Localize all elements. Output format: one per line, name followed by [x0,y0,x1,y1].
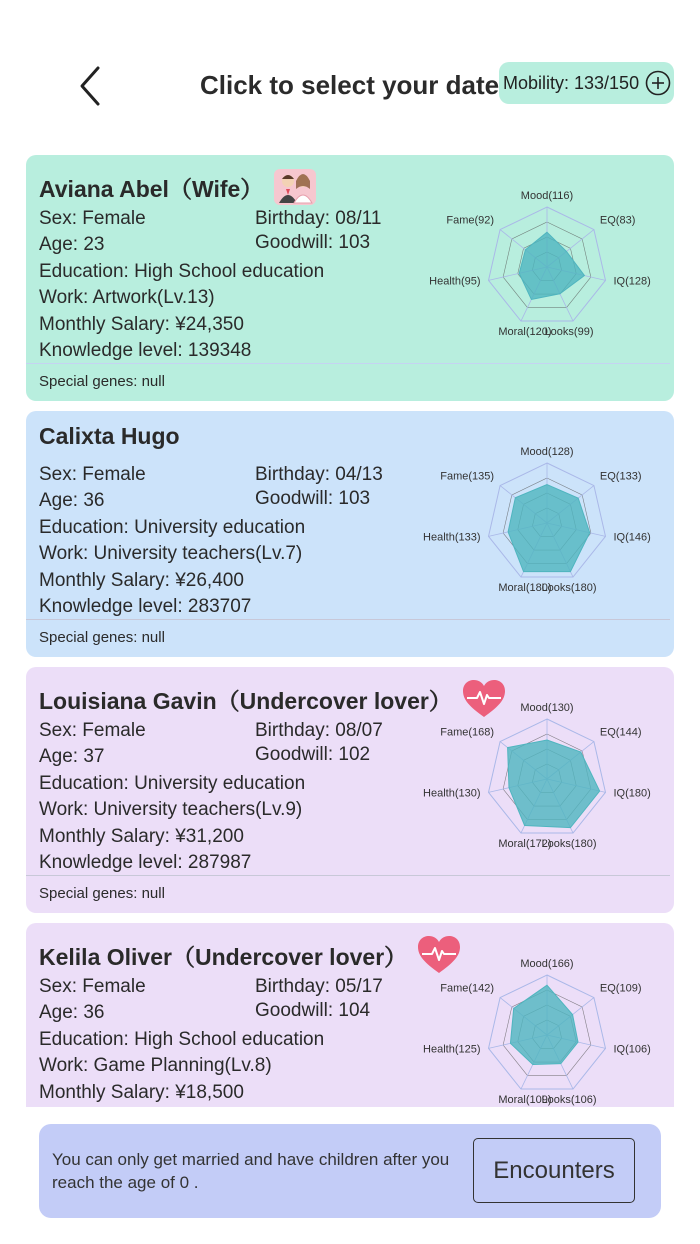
stats-radar-chart [422,943,672,1107]
radar-label-fame: Fame(168) [440,726,495,739]
age-field: Age: 37 [39,746,105,767]
radar-label-looks: Looks(106) [541,1094,597,1107]
person-name: Louisiana Gavin（Undercover lover） [39,687,452,714]
knowledge-field: Knowledge level: 283707 [39,596,252,617]
special-genes-field: Special genes: null [39,629,165,646]
card-name-row [39,935,461,975]
page-title: Click to select your date [200,70,500,100]
birthday-field: Birthday: 08/07 [255,720,383,741]
card-name-row [39,423,180,450]
date-card[interactable] [26,411,674,657]
couple-icon [273,167,317,207]
radar-label-mood: Mood(116) [520,190,574,202]
age-field: Age: 36 [39,490,105,511]
mobility-indicator [499,62,674,104]
person-name: Aviana Abel（Wife） [39,175,264,202]
goodwill-field: Goodwill: 102 [255,744,371,765]
stats-radar-chart [422,687,672,857]
date-list[interactable] [26,155,674,1107]
radar-label-health: Health(95) [429,275,481,288]
radar-label-eq: EQ(109) [599,982,642,995]
divider [26,875,670,876]
birthday-field: Birthday: 05/17 [255,976,383,997]
salary-field: Monthly Salary: ¥31,200 [39,826,244,847]
radar-label-eq: EQ(144) [599,726,642,739]
birthday-field: Birthday: 08/11 [255,208,382,229]
education-field: Education: University education [39,773,306,794]
radar-label-iq: IQ(106) [613,1043,651,1056]
encounters-button[interactable]: Encounters [473,1138,635,1203]
stats-radar-chart [422,175,672,345]
radar-value-area [519,232,584,299]
date-card[interactable] [26,923,674,1107]
age-field: Age: 36 [39,1002,105,1023]
work-field: Work: Artwork(Lv.13) [39,287,215,308]
radar-label-fame: Fame(135) [440,470,495,483]
radar-value-area [508,485,590,572]
divider [26,363,670,364]
radar-label-iq: IQ(146) [613,531,651,544]
radar-label-fame: Fame(142) [440,982,495,995]
radar-label-health: Health(133) [423,531,481,544]
radar-label-iq: IQ(128) [613,275,651,288]
special-genes-field: Special genes: null [39,885,165,902]
age-requirement-message: You can only get married and have children after you reach the age of 0 . [52,1150,450,1192]
mobility-text: Mobility: 133/150 [503,72,640,93]
person-name: Calixta Hugo [39,423,180,449]
radar-label-moral: Moral(172) [498,838,552,851]
work-field: Work: Game Planning(Lv.8) [39,1055,272,1076]
radar-label-mood: Mood(130) [520,702,574,714]
sex-field: Sex: Female [39,976,146,997]
education-field: Education: University education [39,517,306,538]
radar-label-health: Health(130) [423,787,481,800]
back-arrow-icon[interactable] [74,64,108,108]
sex-field: Sex: Female [39,208,146,229]
special-genes-field: Special genes: null [39,373,165,390]
radar-label-eq: EQ(133) [599,470,642,483]
birthday-field: Birthday: 04/13 [255,464,383,485]
radar-label-looks: Looks(180) [541,582,597,595]
radar-value-area [510,985,578,1064]
knowledge-field: Knowledge level: 287987 [39,852,252,873]
header [0,0,700,140]
radar-label-moral: Moral(120) [498,326,552,339]
age-field: Age: 23 [39,234,105,255]
radar-label-looks: Looks(180) [541,838,597,851]
goodwill-field: Goodwill: 104 [255,1000,371,1021]
radar-label-fame: Fame(92) [446,214,495,227]
radar-label-moral: Moral(109) [498,1094,552,1107]
footer-panel [39,1124,661,1218]
work-field: Work: University teachers(Lv.7) [39,543,303,564]
salary-field: Monthly Salary: ¥18,500 [39,1082,244,1103]
radar-label-health: Health(125) [423,1043,481,1056]
radar-value-area [508,740,600,828]
work-field: Work: University teachers(Lv.9) [39,799,303,820]
card-name-row [39,167,317,207]
radar-label-mood: Mood(128) [520,446,574,458]
goodwill-field: Goodwill: 103 [255,232,371,253]
radar-label-mood: Mood(166) [520,958,574,970]
date-card[interactable] [26,155,674,401]
salary-field: Monthly Salary: ¥26,400 [39,570,244,591]
sex-field: Sex: Female [39,464,146,485]
radar-label-looks: Looks(99) [544,326,594,339]
radar-label-moral: Moral(180) [498,582,552,595]
education-field: Education: High School education [39,1029,325,1050]
knowledge-field: Knowledge level: 139348 [39,340,252,361]
education-field: Education: High School education [39,261,325,282]
sex-field: Sex: Female [39,720,146,741]
goodwill-field: Goodwill: 103 [255,488,371,509]
stats-radar-chart [422,431,672,601]
date-card[interactable] [26,667,674,913]
divider [26,619,670,620]
salary-field: Monthly Salary: ¥24,350 [39,314,244,335]
radar-label-iq: IQ(180) [613,787,651,800]
radar-label-eq: EQ(83) [599,214,636,227]
plus-circle-icon[interactable] [645,70,671,96]
person-name: Kelila Oliver（Undercover lover） [39,943,408,970]
